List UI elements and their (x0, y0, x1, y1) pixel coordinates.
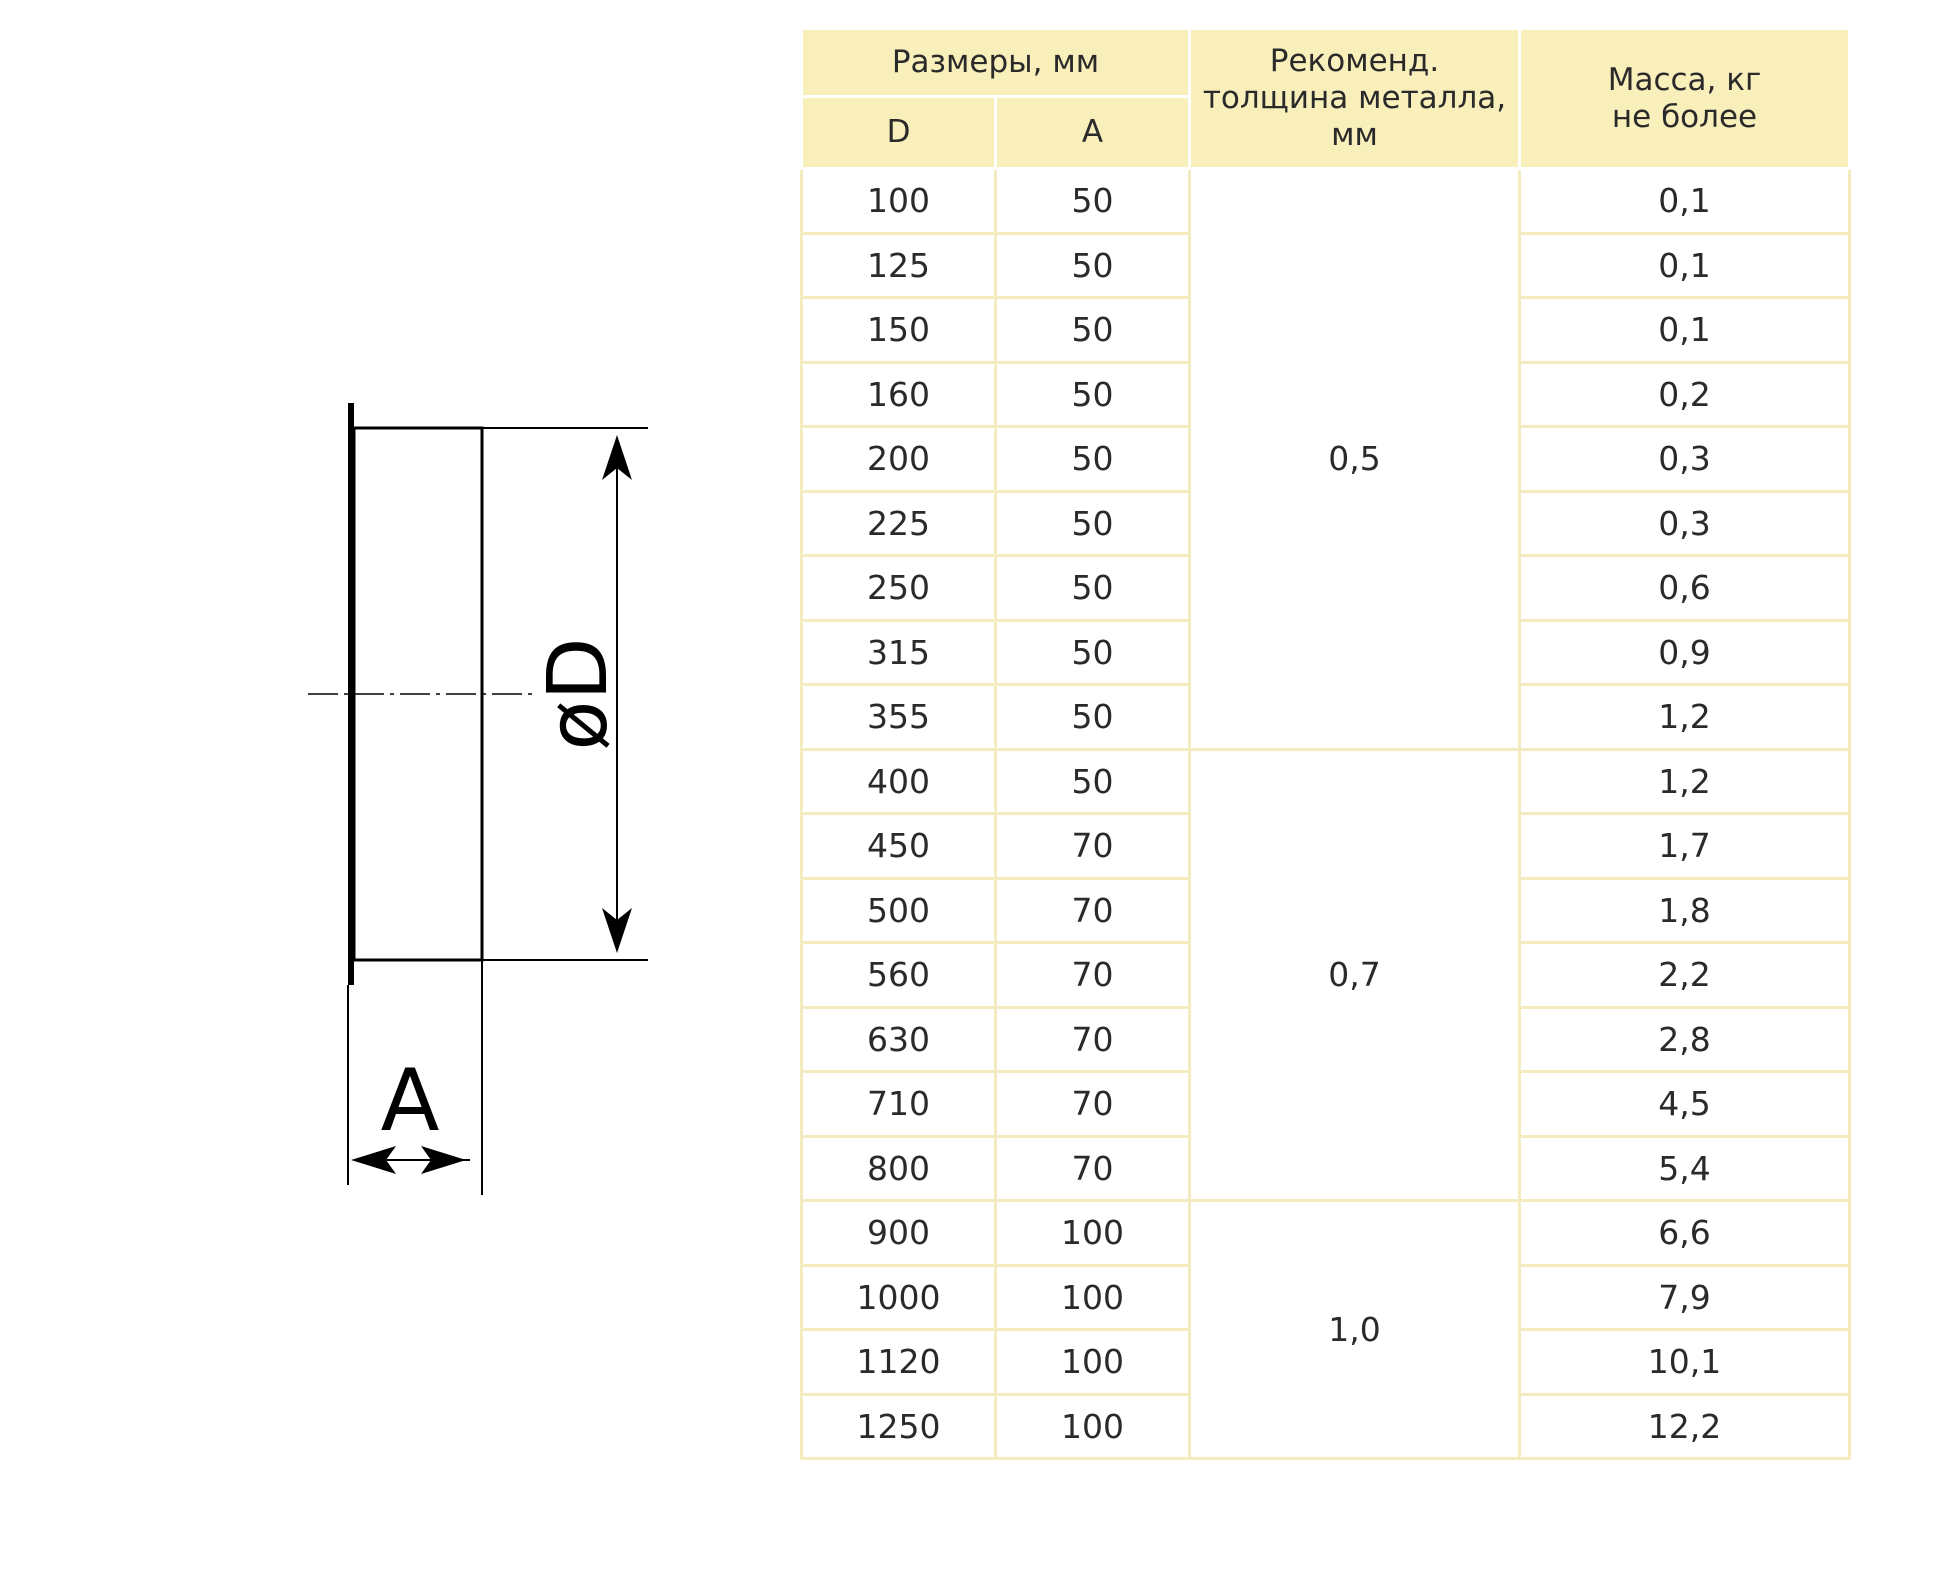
cell-a: 100 (996, 1330, 1190, 1395)
cell-d: 150 (802, 298, 996, 363)
cell-d: 355 (802, 685, 996, 750)
cell-a: 70 (996, 1007, 1190, 1072)
cell-d: 500 (802, 878, 996, 943)
cell-d: 250 (802, 556, 996, 621)
cell-mass: 0,1 (1520, 169, 1850, 234)
cell-a: 70 (996, 814, 1190, 879)
cell-mass: 1,8 (1520, 878, 1850, 943)
cell-d: 400 (802, 749, 996, 814)
cell-mass: 1,2 (1520, 749, 1850, 814)
table-row (802, 749, 1850, 814)
cell-d: 1000 (802, 1265, 996, 1330)
cell-a: 50 (996, 749, 1190, 814)
width-label: A (380, 1051, 440, 1151)
cell-a: 50 (996, 233, 1190, 298)
cell-mass: 0,3 (1520, 491, 1850, 556)
header-thickness-line3: мм (1331, 117, 1378, 153)
technical-drawing (0, 0, 780, 1584)
cell-a: 100 (996, 1394, 1190, 1459)
cell-a: 50 (996, 169, 1190, 234)
cell-a: 70 (996, 943, 1190, 1008)
header-a: A (996, 97, 1190, 169)
cell-a: 50 (996, 685, 1190, 750)
cell-a: 70 (996, 1072, 1190, 1137)
cell-mass: 12,2 (1520, 1394, 1850, 1459)
specification-table (800, 27, 1851, 1460)
cell-mass: 0,2 (1520, 362, 1850, 427)
cell-d: 800 (802, 1136, 996, 1201)
cell-a: 50 (996, 491, 1190, 556)
cell-mass: 1,2 (1520, 685, 1850, 750)
header-d: D (802, 97, 996, 169)
cell-d: 100 (802, 169, 996, 234)
cell-d: 1120 (802, 1330, 996, 1395)
header-mass-line2: не более (1611, 98, 1758, 135)
header-sizes: Размеры, мм (802, 29, 1190, 97)
cell-thickness: 1,0 (1190, 1201, 1520, 1459)
cell-d: 450 (802, 814, 996, 879)
table-row (802, 169, 1850, 234)
cell-thickness: 0,7 (1190, 749, 1520, 1201)
cell-mass: 2,2 (1520, 943, 1850, 1008)
cell-mass: 6,6 (1520, 1201, 1850, 1266)
header-mass-line1: Масса, кг (1607, 61, 1762, 98)
cell-mass: 7,9 (1520, 1265, 1850, 1330)
header-thickness-line1: Рекоменд. (1269, 43, 1440, 79)
cell-mass: 0,1 (1520, 233, 1850, 298)
cell-a: 50 (996, 298, 1190, 363)
cell-mass: 4,5 (1520, 1072, 1850, 1137)
cell-d: 560 (802, 943, 996, 1008)
cell-a: 70 (996, 878, 1190, 943)
cell-a: 50 (996, 620, 1190, 685)
cell-d: 225 (802, 491, 996, 556)
cell-a: 70 (996, 1136, 1190, 1201)
cell-d: 315 (802, 620, 996, 685)
cell-mass: 2,8 (1520, 1007, 1850, 1072)
cell-mass: 10,1 (1520, 1330, 1850, 1395)
cell-mass: 0,6 (1520, 556, 1850, 621)
cell-d: 630 (802, 1007, 996, 1072)
cell-mass: 0,9 (1520, 620, 1850, 685)
diameter-label: øD (531, 637, 626, 751)
cell-a: 50 (996, 427, 1190, 492)
cell-d: 200 (802, 427, 996, 492)
cell-thickness: 0,5 (1190, 169, 1520, 750)
cell-d: 1250 (802, 1394, 996, 1459)
cell-mass: 0,1 (1520, 298, 1850, 363)
cell-mass: 1,7 (1520, 814, 1850, 879)
table-body (802, 169, 1850, 1459)
cell-d: 125 (802, 233, 996, 298)
cell-d: 160 (802, 362, 996, 427)
cell-a: 100 (996, 1265, 1190, 1330)
header-mass (1520, 29, 1850, 169)
cell-a: 50 (996, 362, 1190, 427)
cell-mass: 0,3 (1520, 427, 1850, 492)
header-thickness (1190, 29, 1520, 169)
table-row (802, 1201, 1850, 1266)
cell-d: 710 (802, 1072, 996, 1137)
header-thickness-line2: толщина металла, (1202, 80, 1507, 116)
cell-d: 900 (802, 1201, 996, 1266)
cell-a: 50 (996, 556, 1190, 621)
cell-mass: 5,4 (1520, 1136, 1850, 1201)
cell-a: 100 (996, 1201, 1190, 1266)
